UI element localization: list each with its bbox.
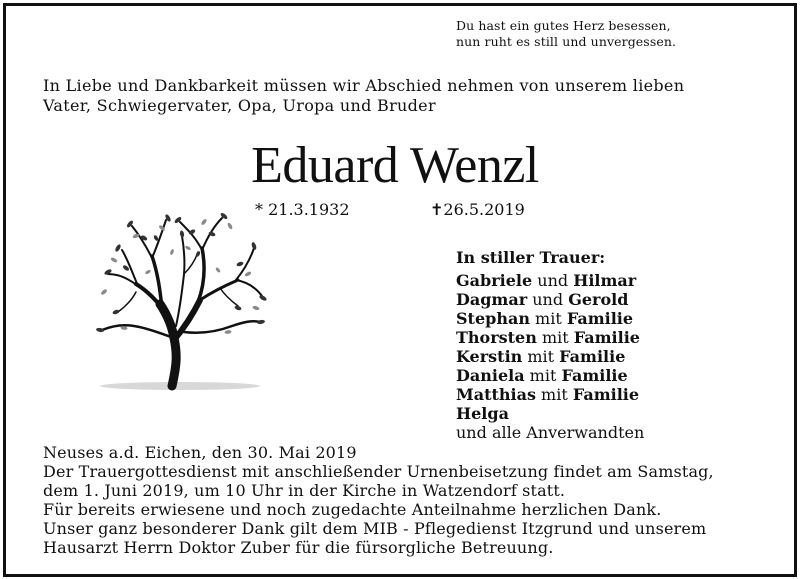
- mourner-connector: und: [527, 290, 569, 309]
- tree-of-life-icon: [88, 208, 268, 394]
- intro-line: In Liebe und Dankbarkeit müssen wir Abschied nehmen von unserem lieben: [43, 76, 685, 95]
- mourner-name: Stephan: [456, 309, 530, 328]
- mourner-name: Hilmar: [573, 271, 637, 290]
- motto-line: Du hast ein gutes Herz besessen,: [456, 18, 671, 33]
- mourner-connector: mit: [535, 385, 573, 404]
- closing-line: Neuses a.d. Eichen, den 30. Mai 2019: [43, 443, 357, 462]
- mourner-row: [456, 385, 644, 404]
- mourner-name: Dagmar: [456, 290, 528, 309]
- mourner-row: [456, 271, 644, 290]
- mourner-connector: mit: [536, 328, 574, 347]
- death-date: ✝26.5.2019: [430, 200, 525, 219]
- closing-line: Für bereits erwiesene und noch zugedachte Anteilnahme herzlichen Dank.: [43, 500, 662, 519]
- deceased-name: Eduard Wenzl: [251, 137, 539, 194]
- motto-line: nun ruht es still und unvergessen.: [456, 34, 677, 49]
- mourner-name: Helga: [456, 404, 509, 423]
- mourner-name: Thorsten: [456, 328, 537, 347]
- birth-date: * 21.3.1932: [255, 200, 350, 219]
- mourner-connector: mit: [524, 366, 562, 385]
- closing-line: Unser ganz besonderer Dank gilt dem MIB - Pflegedienst Itzgrund und unserem: [43, 519, 707, 538]
- mourner-row: [456, 423, 644, 442]
- mourner-name: Gabriele: [456, 271, 533, 290]
- closing-line: Hausarzt Herrn Doktor Zuber für die fürsorgliche Betreuung.: [43, 538, 554, 557]
- mourner-name: Familie: [572, 385, 640, 404]
- motto-verse: [456, 18, 676, 50]
- mourner-name: Matthias: [456, 385, 536, 404]
- mourner-name: Kerstin: [456, 347, 523, 366]
- mourner-name: Gerold: [568, 290, 629, 309]
- mourner-connector: und alle Anverwandten: [456, 423, 645, 442]
- intro-text: [43, 76, 684, 116]
- mourner-name: Familie: [573, 328, 640, 347]
- mourner-name: Daniela: [456, 366, 525, 385]
- mourner-row: [456, 309, 644, 328]
- mourner-row: [456, 328, 644, 347]
- closing-line: dem 1. Juni 2019, um 10 Uhr in der Kirche in Watzendorf statt.: [43, 481, 566, 500]
- mourner-name: Familie: [566, 309, 634, 328]
- mourner-row: [456, 404, 644, 423]
- mourner-name: Familie: [561, 366, 628, 385]
- intro-line: Vater, Schwiegervater, Opa, Uropa und Bruder: [43, 96, 436, 115]
- mourner-rows: [456, 271, 644, 442]
- mourner-row: [456, 347, 644, 366]
- mourner-name: Familie: [559, 347, 626, 366]
- mourner-connector: mit: [529, 309, 567, 328]
- mourner-row: [456, 290, 644, 309]
- mourner-connector: und: [532, 271, 574, 290]
- closing-text: [43, 443, 714, 557]
- mourner-connector: mit: [522, 347, 560, 366]
- mourner-row: [456, 366, 644, 385]
- closing-line: Der Trauergottesdienst mit anschließender Urnenbeisetzung findet am Samstag,: [43, 462, 714, 481]
- mourners-list: [456, 248, 644, 442]
- mourners-heading: In stiller Trauer:: [456, 248, 606, 267]
